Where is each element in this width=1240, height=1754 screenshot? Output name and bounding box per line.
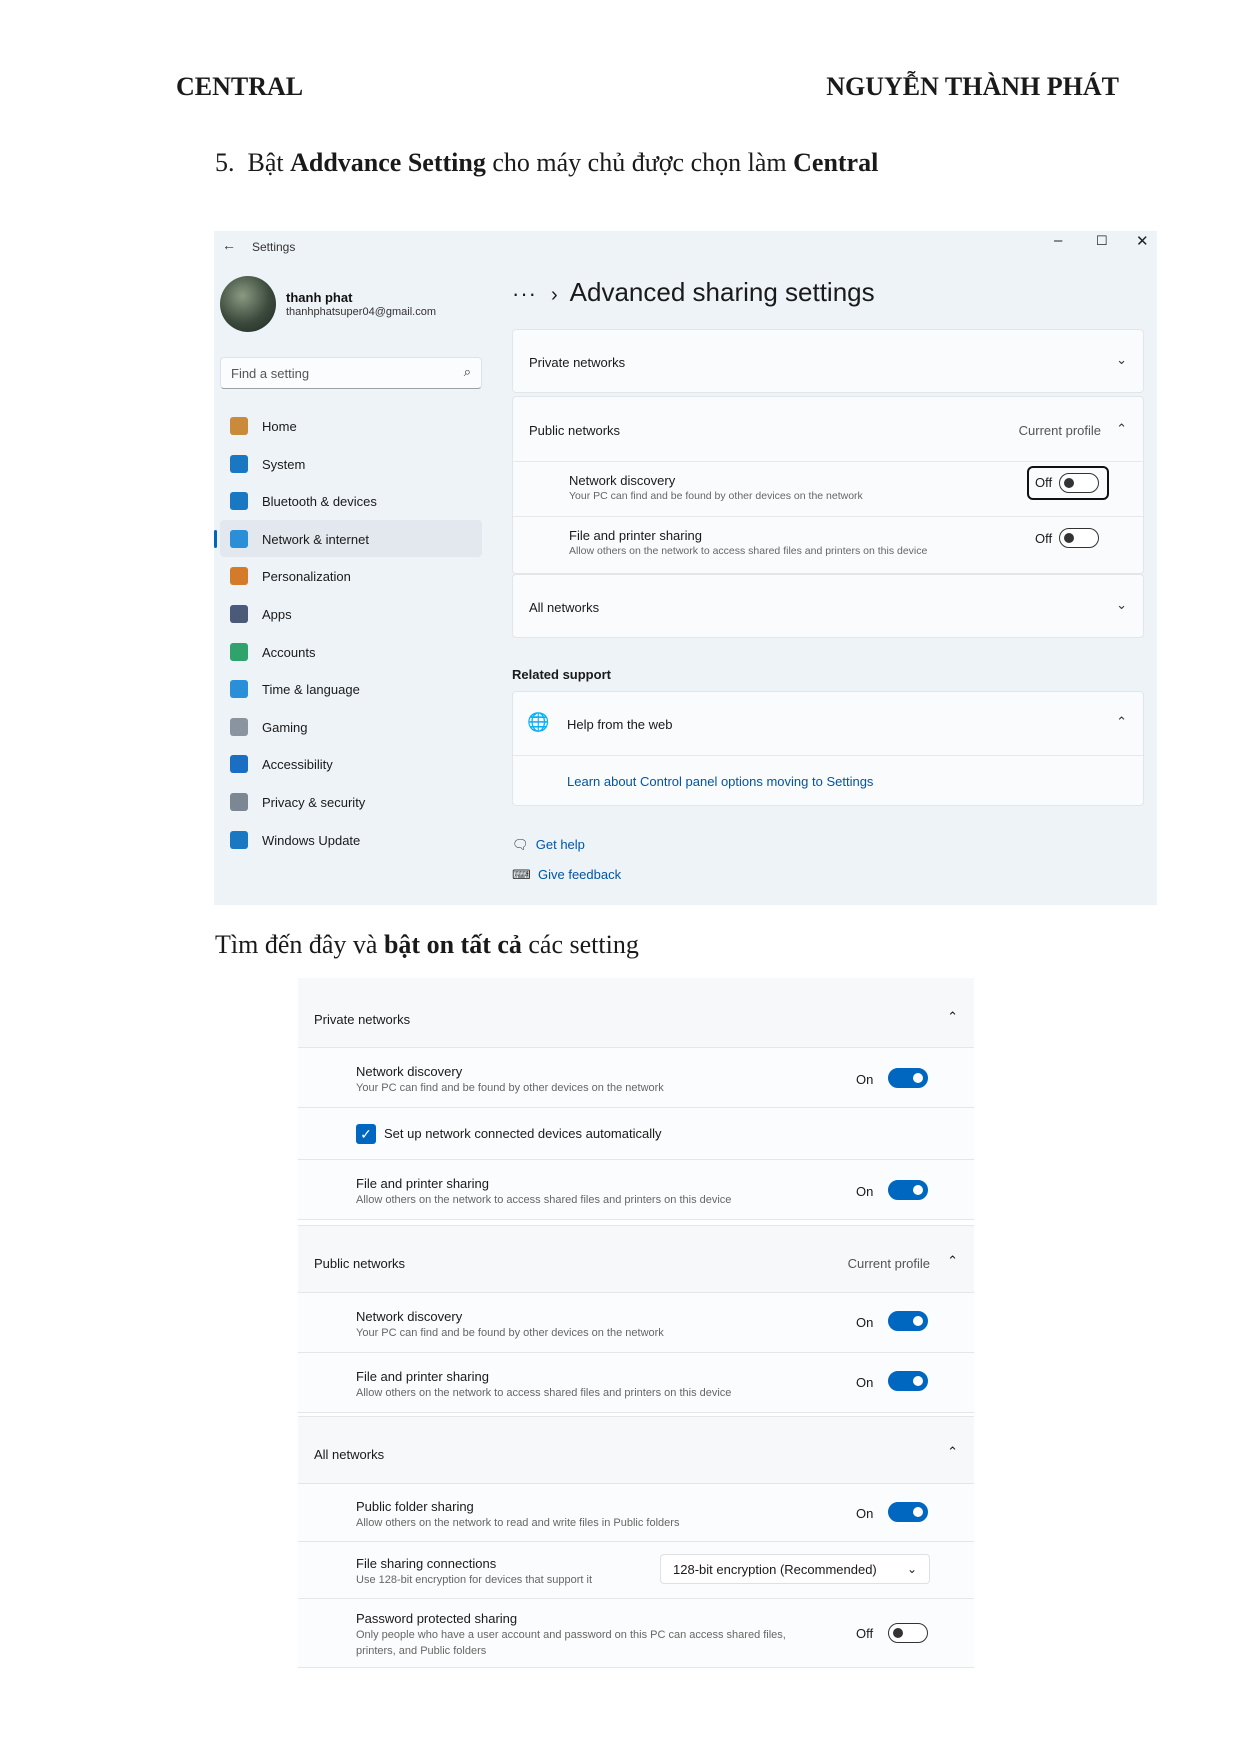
public-file-printer-row (298, 1353, 974, 1413)
sidebar-item-label: Accounts (262, 644, 316, 660)
globe-icon: 🌐 (527, 712, 550, 732)
current-profile-label: Current profile (847, 1256, 930, 1271)
get-help-label: Get help (535, 837, 585, 852)
globe-clock-icon (230, 680, 248, 698)
sidebar-item-label: System (262, 456, 306, 472)
private-networks-card[interactable] (512, 329, 1144, 393)
search-input[interactable] (220, 357, 482, 389)
setup-auto-row (298, 1108, 974, 1160)
sidebar-item-accessibility[interactable] (220, 745, 482, 783)
private-file-printer-toggle[interactable] (888, 1180, 928, 1200)
public-folder-desc: Allow others on the network to read and write files in Public folders (356, 1517, 680, 1529)
maximize-icon[interactable]: ☐ (1096, 233, 1108, 248)
more-icon[interactable]: ··· (512, 281, 537, 306)
public-network-discovery-toggle[interactable] (888, 1311, 928, 1331)
title-bar (214, 231, 1157, 261)
network-discovery-row (298, 1048, 974, 1108)
toggle-state-label: On (856, 1184, 874, 1199)
password-desc: Only people who have a user account and password on this PC can access shared files, (356, 1629, 786, 1641)
toggle-state-label: On (856, 1315, 874, 1330)
all-networks-label: All networks (314, 1447, 385, 1462)
sidebar-item-time-language[interactable] (220, 670, 482, 708)
sidebar-item-label: Time & language (262, 682, 360, 698)
sidebar-nav (220, 407, 482, 858)
brush-icon (230, 567, 248, 585)
checkbox-checked[interactable]: ✓ (356, 1124, 376, 1144)
file-conn-desc: Use 128-bit encryption for devices that support it (356, 1574, 593, 1586)
sidebar-item-label: Accessibility (262, 757, 333, 773)
encryption-value: 128-bit encryption (Recommended) (673, 1562, 877, 1577)
divider (513, 461, 1143, 462)
help-card (512, 691, 1144, 806)
help-from-web-label: Help from the web (567, 717, 673, 732)
chevron-down-icon: ⌄ (906, 1562, 917, 1576)
public-networks-header[interactable] (298, 1225, 974, 1293)
wifi-icon (230, 530, 248, 548)
update-icon (230, 831, 248, 849)
file-printer-desc: Allow others on the network to access shared files and printers on this device (356, 1194, 732, 1206)
settings-window (214, 231, 1157, 905)
toggle-state-label: On (856, 1506, 874, 1521)
search-placeholder: Find a setting (231, 366, 310, 381)
public-networks-label: Public networks (529, 423, 621, 438)
step-bold-central: Central (793, 148, 879, 177)
profile-name: thanh phat (286, 290, 353, 305)
chevron-down-icon: ⌄ (1116, 597, 1127, 612)
note-bold: bật on tất cả (383, 930, 522, 959)
file-printer-sharing-toggle[interactable] (1059, 528, 1099, 548)
header-right: NGUYỄN THÀNH PHÁT (826, 72, 1119, 101)
network-discovery-toggle[interactable] (1059, 473, 1099, 493)
public-folder-label: Public folder sharing (356, 1499, 474, 1514)
window-title: Settings (252, 240, 296, 254)
toggle-state-label: Off (1035, 531, 1053, 546)
network-discovery-desc: Your PC can find and be found by other devices on the network (356, 1327, 664, 1339)
step-instruction (215, 148, 878, 178)
network-discovery-label: Network discovery (356, 1064, 463, 1079)
header-left: CENTRAL (176, 72, 304, 101)
network-discovery-desc: Your PC can find and be found by other devices on the network (569, 490, 863, 502)
note-part: Tìm đến đây và (215, 930, 384, 959)
bluetooth-icon (230, 492, 248, 510)
user-profile[interactable] (220, 276, 480, 336)
sidebar-item-label: Privacy & security (262, 794, 366, 810)
file-printer-desc: Allow others on the network to access shared files and printers on this device (356, 1387, 732, 1399)
give-feedback-link[interactable] (512, 867, 621, 883)
encryption-select[interactable] (660, 1554, 930, 1584)
note-part: các setting (521, 930, 639, 959)
breadcrumb (512, 277, 875, 308)
all-networks-label: All networks (529, 600, 600, 615)
current-profile-label: Current profile (1018, 423, 1101, 438)
all-networks-header[interactable] (298, 1416, 974, 1484)
setup-auto-label: Set up network connected devices automatically (384, 1126, 662, 1141)
private-network-discovery-toggle[interactable] (888, 1068, 928, 1088)
chevron-up-icon: ⌃ (947, 1444, 958, 1459)
network-discovery-desc: Your PC can find and be found by other devices on the network (356, 1082, 664, 1094)
step-number: 5. (215, 148, 235, 177)
chevron-up-icon[interactable]: ⌃ (1116, 714, 1127, 729)
file-printer-sharing-label: File and printer sharing (569, 528, 702, 543)
password-label: Password protected sharing (356, 1611, 518, 1626)
network-discovery-label: Network discovery (569, 473, 676, 488)
sidebar-item-bluetooth-devices[interactable] (220, 482, 482, 520)
shield-icon (230, 793, 248, 811)
give-feedback-label: Give feedback (538, 867, 622, 882)
sidebar-item-privacy-security[interactable] (220, 783, 482, 821)
step-text: cho máy chủ được chọn làm (485, 148, 794, 177)
sharing-settings-panel (298, 978, 974, 1668)
sidebar-item-system[interactable] (220, 445, 482, 483)
sidebar-item-label: Apps (262, 606, 292, 622)
file-conn-row (298, 1542, 974, 1599)
apps-icon (230, 605, 248, 623)
private-networks-label: Private networks (529, 355, 626, 370)
file-printer-label: File and printer sharing (356, 1369, 489, 1384)
related-support-heading: Related support (512, 667, 611, 682)
sidebar-item-label: Windows Update (262, 832, 361, 848)
sidebar-item-apps[interactable] (220, 595, 482, 633)
sidebar-item-label: Personalization (262, 569, 351, 585)
all-networks-card[interactable] (512, 574, 1144, 638)
sidebar-item-home[interactable] (220, 407, 482, 445)
public-discovery-row (298, 1293, 974, 1353)
public-folder-row (298, 1484, 974, 1542)
back-arrow-icon[interactable]: ← (222, 237, 236, 253)
step-bold-setting: Addvance Setting (290, 148, 486, 177)
public-folder-toggle[interactable] (888, 1502, 928, 1522)
learn-link[interactable]: Learn about Control panel options moving to Settings (567, 774, 874, 789)
home-icon (230, 417, 248, 435)
network-discovery-label: Network discovery (356, 1309, 463, 1324)
file-printer-sharing-desc: Allow others on the network to access shared files and printers on this device (569, 545, 928, 557)
profile-email: thanhphatsuper04@gmail.com (286, 306, 436, 318)
toggle-state-label: On (856, 1072, 874, 1087)
private-networks-label: Private networks (314, 1012, 411, 1027)
toggle-state-label: Off (1035, 475, 1053, 490)
file-printer-row (298, 1160, 974, 1220)
accessibility-icon (230, 755, 248, 773)
sidebar-item-label: Network & internet (262, 531, 369, 547)
minimize-icon[interactable]: – (1054, 232, 1063, 249)
sidebar-item-label: Gaming (262, 719, 308, 735)
sidebar-item-label: Bluetooth & devices (262, 494, 377, 510)
sidebar-item-label: Home (262, 419, 297, 434)
public-networks-label: Public networks (314, 1256, 406, 1271)
divider (513, 755, 1143, 756)
accounts-icon (230, 643, 248, 661)
sidebar-item-personalization[interactable] (220, 557, 482, 595)
help-icon: 🗨 (512, 837, 529, 852)
search-icon: ⌕ (463, 364, 471, 379)
sidebar-item-accounts[interactable] (220, 633, 482, 671)
gamepad-icon (230, 718, 248, 736)
private-networks-header[interactable] (298, 978, 974, 1048)
public-networks-card (512, 396, 1144, 574)
step-text: Bật (247, 148, 291, 177)
password-row (298, 1599, 974, 1668)
page-title: Advanced sharing settings (569, 277, 875, 307)
password-sharing-toggle[interactable] (888, 1623, 928, 1643)
avatar (220, 276, 276, 332)
system-icon (230, 455, 248, 473)
public-file-printer-toggle[interactable] (888, 1371, 928, 1391)
sidebar-item-network-internet[interactable] (220, 520, 482, 558)
feedback-icon: ⌨ (512, 867, 531, 882)
toggle-state-label: On (856, 1375, 874, 1390)
toggle-state-label: Off (856, 1626, 874, 1641)
file-conn-label: File sharing connections (356, 1556, 497, 1571)
divider (513, 516, 1143, 517)
get-help-link[interactable] (512, 837, 585, 853)
password-desc: printers, and Public folders (356, 1645, 487, 1657)
sidebar-item-windows-update[interactable] (220, 821, 482, 859)
chevron-up-icon[interactable]: ⌃ (1116, 421, 1127, 436)
close-icon[interactable]: ✕ (1136, 233, 1149, 250)
chevron-down-icon: ⌄ (1116, 352, 1127, 367)
sidebar-item-gaming[interactable] (220, 708, 482, 746)
chevron-right-icon: › (550, 284, 558, 306)
chevron-up-icon: ⌃ (947, 1009, 958, 1024)
file-printer-label: File and printer sharing (356, 1176, 489, 1191)
chevron-up-icon: ⌃ (947, 1253, 958, 1268)
note-text (215, 930, 639, 960)
